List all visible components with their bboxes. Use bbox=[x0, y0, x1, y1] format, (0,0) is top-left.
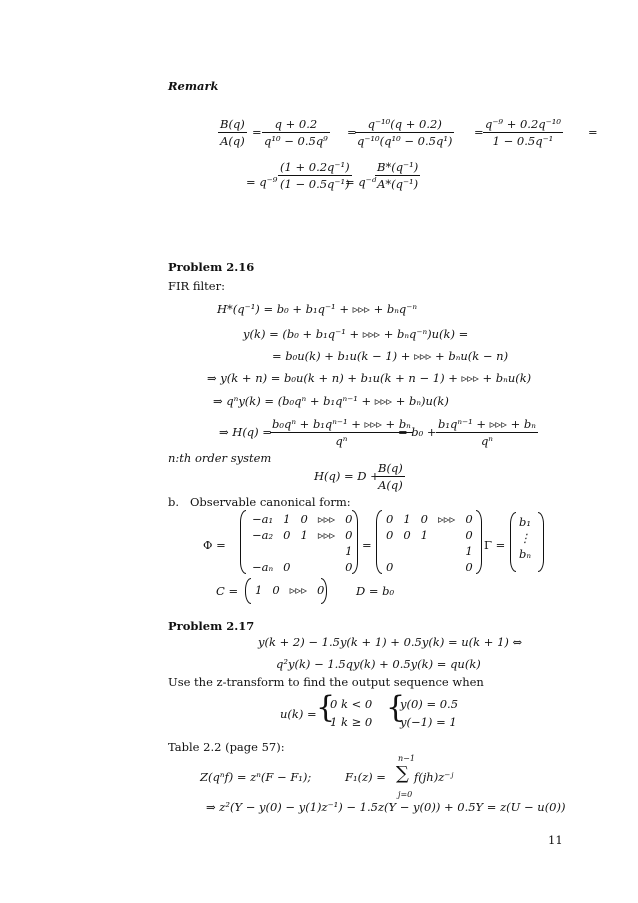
companion-cell: 0 bbox=[420, 512, 428, 526]
companion-row bbox=[381, 527, 478, 543]
p217-final-line: ⇒ z²(Y − y(0) − y(1)z⁻¹) − 1.5z(Y − y(0)) + 0.5Y = z(U − u(0)) bbox=[206, 800, 566, 814]
remark-eq1: = bbox=[252, 125, 262, 139]
companion-cell bbox=[433, 559, 460, 575]
system-fraction bbox=[376, 461, 405, 492]
gamma-vector bbox=[514, 514, 536, 562]
remark-frac2 bbox=[355, 117, 454, 148]
companion-row bbox=[381, 511, 478, 527]
remark-eq3: = bbox=[474, 125, 484, 139]
gamma-label: Γ = bbox=[484, 538, 506, 552]
phi-cell bbox=[278, 543, 295, 559]
remark-lhs-den: A(q) bbox=[220, 134, 245, 148]
matrix-equals: = bbox=[362, 538, 372, 552]
phi-row bbox=[247, 511, 357, 527]
companion-cell bbox=[416, 543, 433, 559]
system-lhs: H(q) = D + bbox=[314, 469, 380, 483]
u-case2: 1 k ≥ 0 bbox=[330, 715, 373, 729]
companion-cell bbox=[433, 543, 460, 559]
remark-frac4-num: (1 + 0.2q⁻¹) bbox=[280, 160, 350, 174]
phi-row bbox=[247, 527, 357, 543]
c-vector-cell: 1 bbox=[255, 583, 263, 597]
phi-cell: ▹▹▹ bbox=[317, 512, 336, 526]
remark-frac2-den: q⁻¹⁰(q¹⁰ − 0.5q¹) bbox=[357, 134, 453, 148]
gamma-row bbox=[514, 546, 536, 562]
remark-heading: Remark bbox=[168, 79, 219, 93]
companion-cell: ▹▹▹ bbox=[437, 512, 456, 526]
p216-line6-frac1-den: qⁿ bbox=[335, 434, 348, 448]
p216-line6-frac2-den: qⁿ bbox=[480, 434, 493, 448]
page-number: 11 bbox=[548, 833, 563, 847]
p216-line4: ⇒ y(k + n) = b₀u(k + n) + b₁u(k + n − 1) + ▹▹▹ + bₙu(k) bbox=[207, 371, 532, 385]
remark-frac4 bbox=[278, 160, 352, 191]
problem-2-16-heading: Problem 2.16 bbox=[168, 260, 255, 274]
part-b-label: b. bbox=[168, 495, 180, 509]
z-transform-text: Use the z-transform to find the output sequence when bbox=[168, 675, 484, 689]
companion-cell: 1 bbox=[465, 544, 473, 558]
p216-line1: H*(q⁻¹) = b₀ + b₁q⁻¹ + ▹▹▹ + bₙq⁻ⁿ bbox=[217, 302, 417, 316]
p216-line6-mid: = b₀ + bbox=[398, 425, 437, 439]
companion-cell: 0 bbox=[465, 512, 473, 526]
phi-cell: 0 bbox=[345, 560, 353, 574]
remark-frac4-den: (1 − 0.5q⁻¹) bbox=[280, 177, 350, 191]
z-transform-shift: Z(qⁿf) = zⁿ(F − F₁); bbox=[200, 770, 312, 784]
phi-left-paren bbox=[240, 510, 246, 574]
remark-frac2-num: q⁻¹⁰(q + 0.2) bbox=[367, 117, 442, 131]
system-num: B(q) bbox=[378, 461, 403, 475]
companion-cell: 1 bbox=[420, 528, 428, 542]
p216-line6-lhs: ⇒ H(q) = bbox=[219, 425, 272, 439]
c-vector-cell: 0 bbox=[316, 583, 325, 597]
p217-line1: y(k + 2) − 1.5y(k + 1) + 0.5y(k) = u(k + 1) ⇔ bbox=[258, 635, 523, 649]
gamma-cell: b₁ bbox=[519, 515, 531, 529]
c-row-vector bbox=[250, 582, 329, 598]
gamma-cell: bₙ bbox=[519, 547, 532, 561]
p216-line5: ⇒ qⁿy(k) = (b₀qⁿ + b₁qⁿ⁻¹ + ▹▹▹ + bₙ)u(k) bbox=[213, 394, 449, 408]
phi-cell bbox=[313, 559, 340, 575]
f1-rhs: f(jh)z⁻ʲ bbox=[414, 770, 454, 784]
order-system-text: n:th order system bbox=[168, 451, 272, 465]
sum-symbol: ∑ bbox=[396, 763, 409, 784]
remark-frac1 bbox=[262, 117, 330, 148]
phi-cell: 0 bbox=[345, 512, 353, 526]
remark-line2-prefix: = q⁻⁹ bbox=[246, 175, 278, 189]
remark-frac3-den: 1 − 0.5q⁻¹ bbox=[492, 134, 554, 148]
remark-eq4: = bbox=[588, 125, 598, 139]
remark-frac5 bbox=[375, 160, 420, 191]
phi-cell bbox=[247, 543, 278, 559]
c-label: C = bbox=[216, 584, 239, 598]
sum-upper: n−1 bbox=[398, 754, 415, 763]
u-lhs: u(k) = bbox=[280, 707, 317, 721]
u-brace: { bbox=[316, 690, 336, 725]
phi-cell: 0 bbox=[345, 528, 353, 542]
y-brace: { bbox=[386, 690, 406, 725]
phi-cell bbox=[295, 543, 312, 559]
phi-matrix bbox=[247, 511, 357, 575]
c-vector-cell: 0 bbox=[272, 583, 280, 597]
remark-eq2: = bbox=[347, 125, 357, 139]
c-vector-row bbox=[250, 582, 329, 598]
phi-cell: 1 bbox=[283, 512, 291, 526]
u-case1: 0 k < 0 bbox=[330, 697, 373, 711]
companion-cell: 0 bbox=[403, 528, 411, 542]
phi-cell: 0 bbox=[283, 528, 291, 542]
p216-line6-frac2-num: b₁qⁿ⁻¹ + ▹▹▹ + bₙ bbox=[438, 417, 536, 431]
remark-frac1-num: q + 0.2 bbox=[274, 117, 318, 131]
f1-lhs: F₁(z) = bbox=[345, 770, 386, 784]
observable-form-text: Observable canonical form: bbox=[190, 495, 351, 509]
p216-line3: = b₀u(k) + b₁u(k − 1) + ▹▹▹ + bₙu(k − n) bbox=[272, 349, 509, 363]
phi-cell bbox=[295, 559, 312, 575]
phi-cell: 1 bbox=[345, 544, 353, 558]
table-ref-text: Table 2.2 (page 57): bbox=[168, 740, 285, 754]
system-den: A(q) bbox=[378, 478, 403, 492]
m2-right-paren bbox=[476, 510, 482, 574]
phi-row bbox=[247, 559, 357, 575]
phi-right-paren bbox=[352, 510, 358, 574]
p217-line2: q²y(k) − 1.5qy(k) + 0.5y(k) = qu(k) bbox=[276, 657, 481, 671]
phi-row bbox=[247, 543, 357, 559]
companion-cell bbox=[416, 559, 433, 575]
phi-cell: −a₁ bbox=[252, 512, 274, 526]
gamma-right-paren bbox=[538, 512, 544, 572]
phi-cell: 0 bbox=[283, 560, 291, 574]
companion-cell: 0 bbox=[386, 560, 394, 574]
companion-row bbox=[381, 559, 478, 575]
d-equation: D = b₀ bbox=[356, 584, 395, 598]
companion-cell bbox=[381, 543, 398, 559]
p216-line6-frac1-num: b₀qⁿ + b₁qⁿ⁻¹ + ▹▹▹ + bₙ bbox=[272, 417, 411, 431]
phi-cell: 1 bbox=[300, 528, 308, 542]
fir-filter-text: FIR filter: bbox=[168, 279, 225, 293]
phi-cell bbox=[313, 543, 340, 559]
gamma-cell: ⋮ bbox=[519, 531, 531, 545]
remark-frac5-den: A*(q⁻¹) bbox=[377, 177, 419, 191]
remark-frac3-num: q⁻⁹ + 0.2q⁻¹⁰ bbox=[485, 117, 561, 131]
p216-line2: y(k) = (b₀ + b₁q⁻¹ + ▹▹▹ + bₙq⁻ⁿ)u(k) = bbox=[243, 327, 469, 341]
remark-lhs-fraction bbox=[218, 117, 247, 148]
companion-cell bbox=[433, 527, 460, 543]
phi-cell: −aₙ bbox=[252, 560, 274, 574]
companion-matrix bbox=[381, 511, 478, 575]
remark-frac3 bbox=[483, 117, 563, 148]
companion-cell bbox=[398, 543, 415, 559]
companion-cell: 0 bbox=[465, 560, 473, 574]
problem-2-17-heading: Problem 2.17 bbox=[168, 619, 255, 633]
companion-cell: 0 bbox=[386, 528, 394, 542]
companion-row bbox=[381, 543, 478, 559]
phi-cell: 0 bbox=[300, 512, 308, 526]
p216-line6-frac1 bbox=[270, 417, 413, 448]
p216-line6-frac2 bbox=[436, 417, 538, 448]
gamma-row bbox=[514, 514, 536, 530]
remark-lhs-num: B(q) bbox=[220, 117, 245, 131]
phi-cell: ▹▹▹ bbox=[317, 528, 336, 542]
gamma-row bbox=[514, 530, 536, 546]
phi-cell: −a₂ bbox=[252, 528, 274, 542]
companion-cell bbox=[398, 559, 415, 575]
companion-cell: 0 bbox=[386, 512, 394, 526]
companion-cell: 1 bbox=[403, 512, 411, 526]
phi-label: Φ = bbox=[203, 538, 226, 552]
remark-frac1-den: q¹⁰ − 0.5q⁹ bbox=[264, 134, 328, 148]
y-case1: y(0) = 0.5 bbox=[400, 697, 459, 711]
y-case2: y(−1) = 1 bbox=[400, 715, 457, 729]
remark-frac5-num: B*(q⁻¹) bbox=[377, 160, 419, 174]
remark-line2-mid: = q⁻ᵈ bbox=[345, 175, 377, 189]
companion-cell: 0 bbox=[465, 528, 473, 542]
sum-lower: j=0 bbox=[398, 790, 413, 799]
c-vector-cell: ▹▹▹ bbox=[289, 583, 307, 597]
